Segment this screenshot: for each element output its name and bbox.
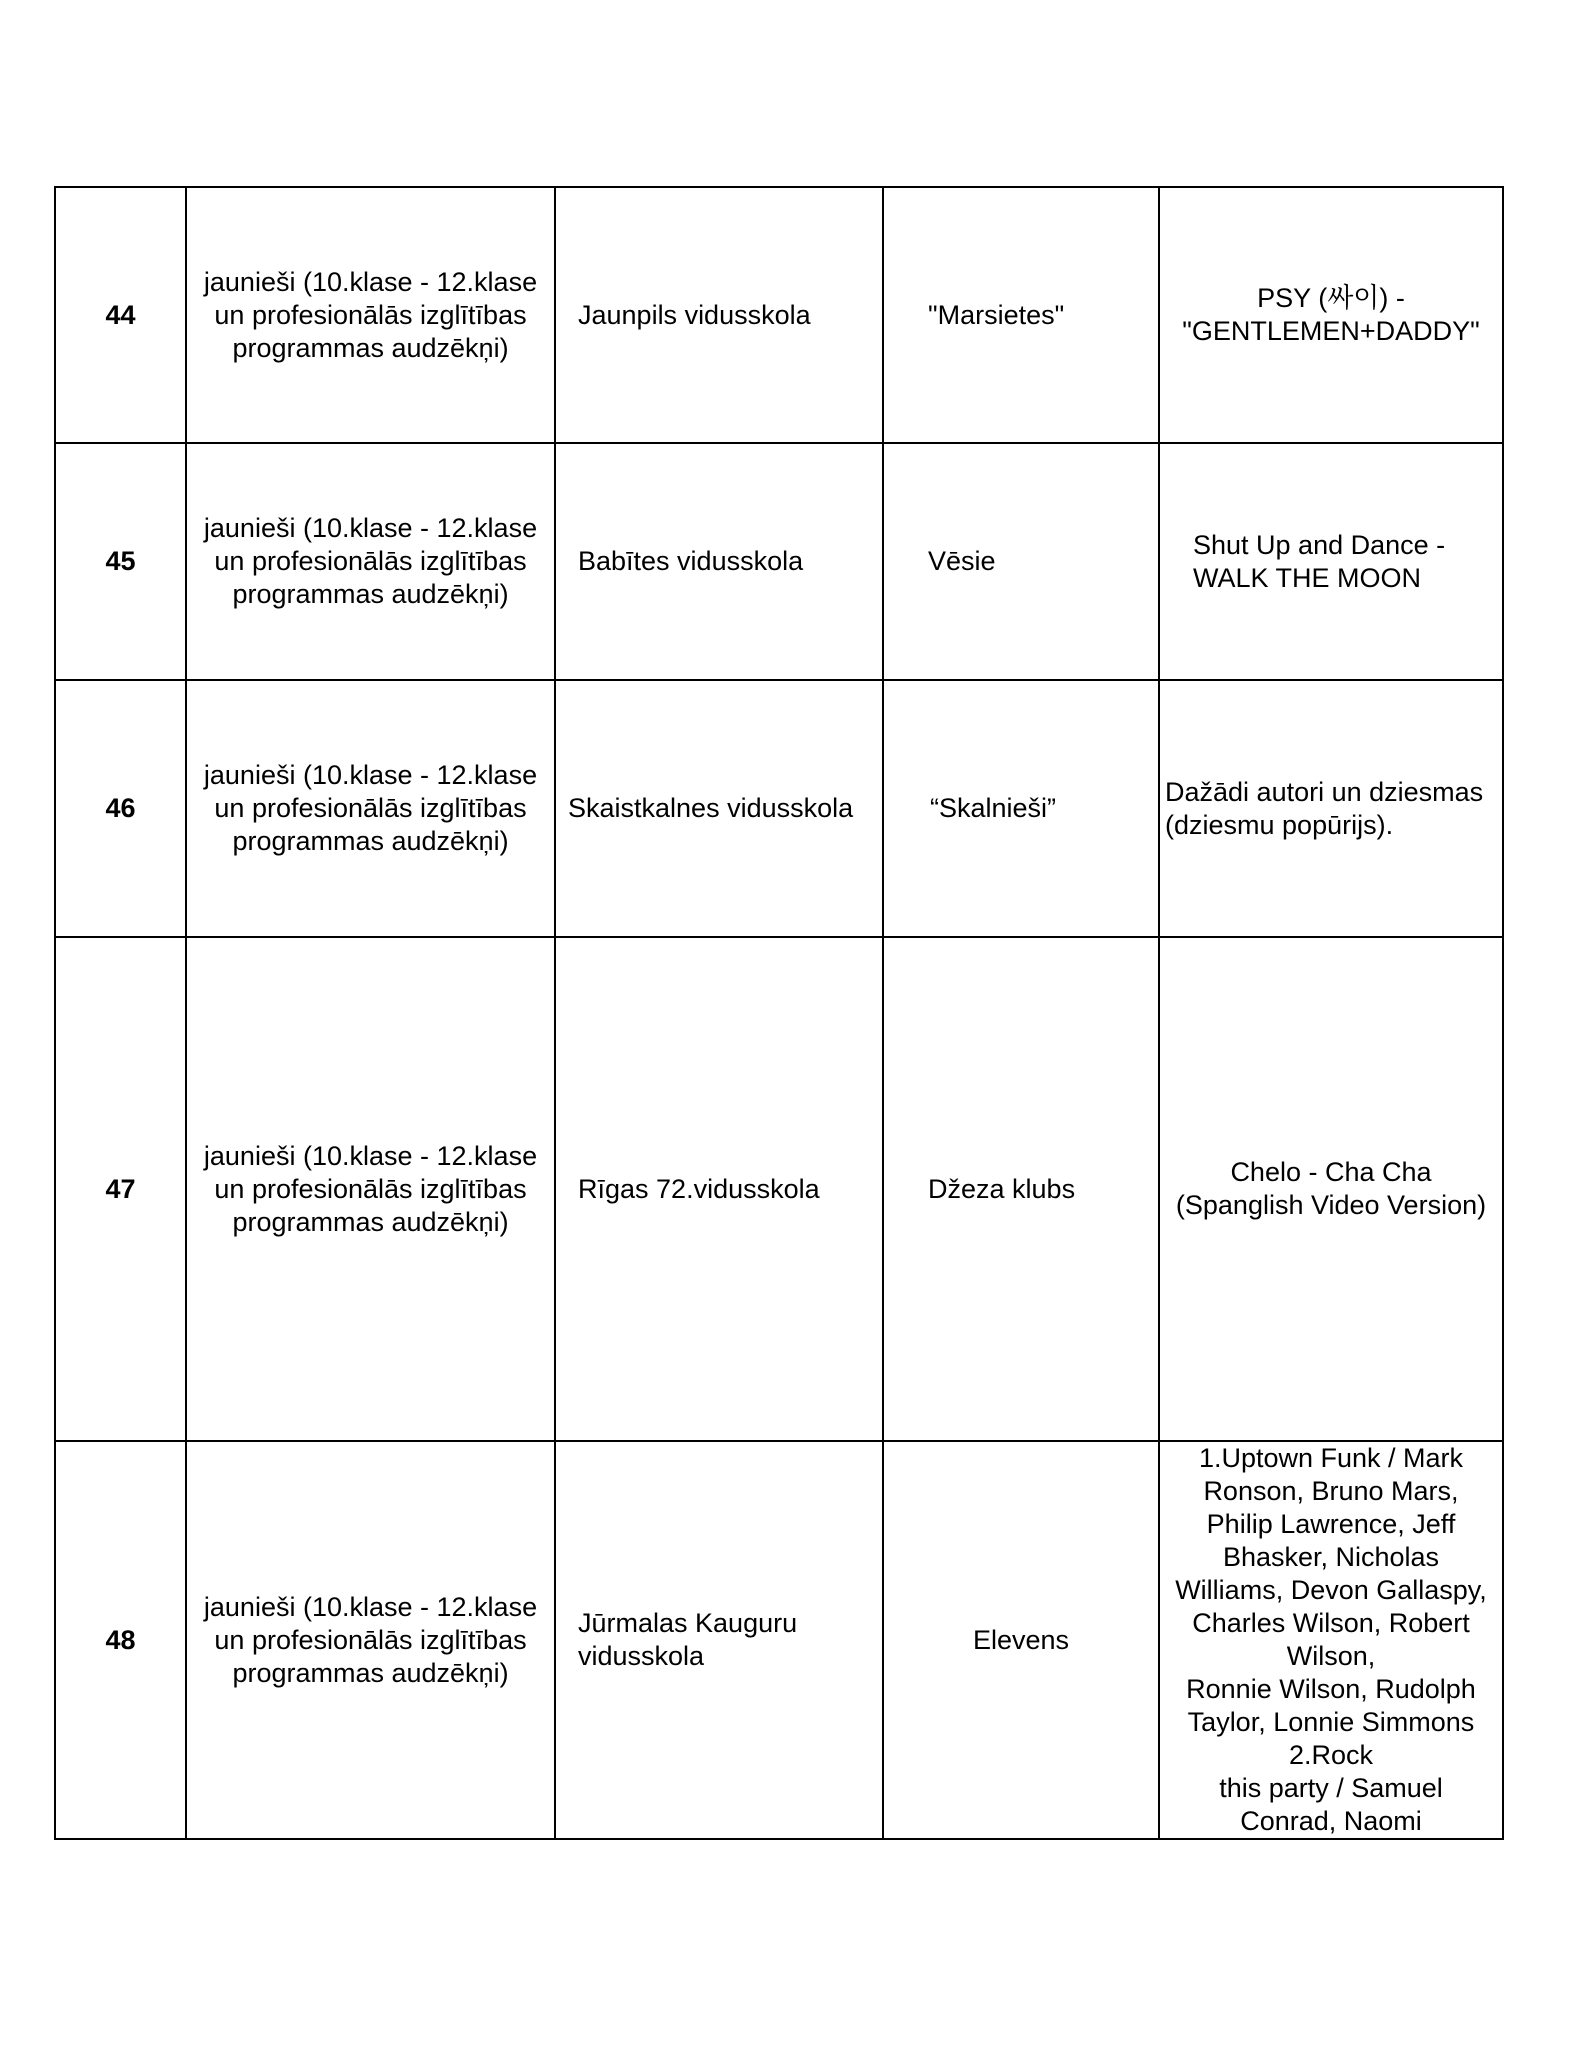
participant-group — [186, 443, 555, 680]
school-name — [555, 187, 883, 443]
row-number: 46 — [55, 680, 186, 937]
team-name — [883, 1441, 1159, 1839]
participant-group-text: jaunieši (10.klase - 12.klase un profesionālās izglītības programmas audzēkņi) — [203, 1140, 538, 1237]
school-name — [555, 680, 883, 937]
music-info — [1159, 1441, 1503, 1839]
music-info-text: PSY (싸이) - "GENTLEMEN+DADDY" — [1182, 283, 1480, 346]
school-name — [555, 937, 883, 1441]
row-number: 47 — [55, 937, 186, 1441]
participant-group-text: jaunieši (10.klase - 12.klase un profesionālās izglītības programmas audzēkņi) — [203, 513, 538, 609]
participant-group — [186, 680, 555, 937]
table-row — [55, 443, 1503, 680]
participant-group — [186, 187, 555, 443]
music-info — [1159, 680, 1503, 937]
school-name — [555, 1441, 883, 1839]
team-name-text: "Marsietes" — [928, 299, 1065, 330]
music-info — [1159, 443, 1503, 680]
music-info — [1159, 937, 1503, 1441]
team-name — [883, 443, 1159, 680]
row-number: 45 — [55, 443, 186, 680]
team-name — [883, 680, 1159, 937]
school-name-text: Skaistkalnes vidusskola — [568, 793, 854, 823]
row-number: 48 — [55, 1441, 186, 1839]
participant-group-text: jaunieši (10.klase - 12.klase un profesionālās izglītības programmas audzēkņi) — [203, 1591, 538, 1688]
music-info-text: Shut Up and Dance - WALK THE MOON — [1193, 529, 1446, 593]
team-name — [883, 937, 1159, 1441]
school-name-text: Jūrmalas Kauguru vidusskola — [578, 1608, 798, 1671]
school-name — [555, 443, 883, 680]
row-number: 44 — [55, 187, 186, 443]
school-name-text: Rīgas 72.vidusskola — [578, 1173, 820, 1204]
music-info-text: 1.Uptown Funk / Mark Ronson, Bruno Mars, Philip Lawrence, Jeff Bhasker, Nicholas Williams, Devon Gallaspy, Charles Wilson, Robert Wilson, Ronnie Wilson, Rudolph Taylor, Lonnie Simmons 2.Rock this party / Samuel Conrad, Naomi — [1175, 1443, 1487, 1836]
team-name — [883, 187, 1159, 443]
school-name-text: Jaunpils vidusskola — [578, 299, 811, 330]
participant-group — [186, 1441, 555, 1839]
team-name-text: Džeza klubs — [928, 1173, 1076, 1204]
music-info — [1159, 187, 1503, 443]
team-name-text: Elevens — [972, 1624, 1070, 1655]
music-info-text: Dažādi autori un dziesmas (dziesmu popūrijs). — [1165, 776, 1484, 840]
music-info-text: Chelo - Cha Cha (Spanglish Video Version) — [1175, 1157, 1487, 1220]
participant-group-text: jaunieši (10.klase - 12.klase un profesionālās izglītības programmas audzēkņi) — [203, 266, 538, 363]
school-name-text: Babītes vidusskola — [578, 546, 804, 576]
team-name-text: “Skalnieši” — [930, 793, 1057, 823]
table-row — [55, 187, 1503, 443]
team-name-text: Vēsie — [928, 546, 996, 576]
entries-table — [54, 186, 1504, 1840]
table-row — [55, 937, 1503, 1441]
participant-group-text: jaunieši (10.klase - 12.klase un profesionālās izglītības programmas audzēkņi) — [203, 760, 538, 856]
table-row — [55, 680, 1503, 937]
participant-group — [186, 937, 555, 1441]
table-row — [55, 1441, 1503, 1839]
